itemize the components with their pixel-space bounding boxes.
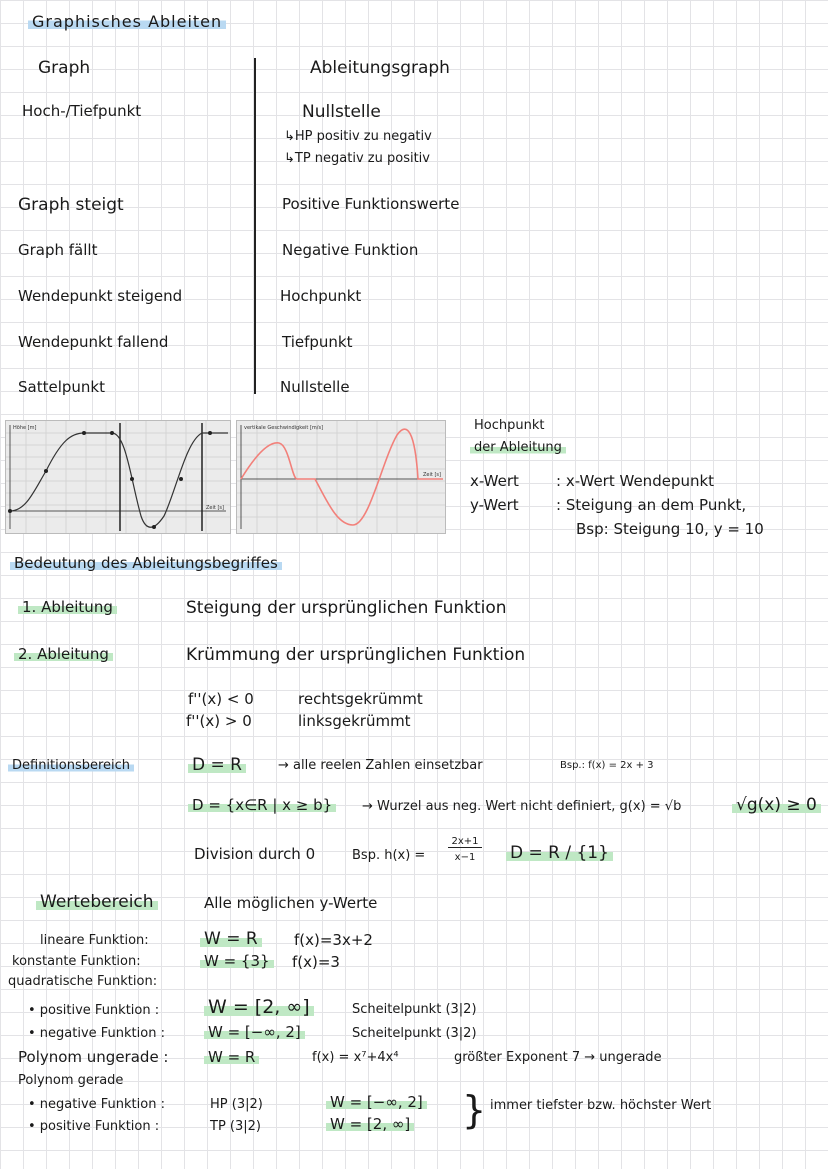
height-graph-curve: [10, 433, 228, 527]
constant-range: W = {3}: [200, 952, 274, 970]
brace-note: immer tiefster bzw. höchster Wert: [490, 1098, 712, 1113]
text-second-derivative: Krümmung der ursprünglichen Funktion: [186, 645, 526, 665]
annot-y-value: : Steigung an dem Punkt,: [556, 496, 747, 514]
annot-x-value: : x-Wert Wendepunkt: [556, 472, 715, 490]
row-right-2: Positive Funktionswerte: [282, 195, 460, 213]
height-graph-point-6: [179, 477, 183, 481]
annot-example: Bsp: Steigung 10, y = 10: [576, 520, 764, 538]
column-header-graph: Graph: [38, 58, 91, 78]
division-text: Division durch 0: [194, 845, 316, 863]
quad-positive-vertex: Scheitelpunkt (3|2): [352, 1002, 477, 1017]
height-graph-point-0: [8, 509, 12, 513]
row-right-6: Nullstelle: [280, 378, 350, 396]
division-denominator: x−1: [454, 852, 476, 863]
linear-range: W = R: [200, 929, 262, 949]
height-graph-point-4: [130, 477, 134, 481]
annot-x-label: x-Wert: [470, 472, 519, 490]
row-right-1: Nullstelle: [302, 102, 381, 122]
section-title-meaning: Bedeutung des Ableitungsbegriffes: [10, 554, 282, 572]
height-graph-point-5: [152, 525, 156, 529]
quad-negative-range: W = [−∞, 2]: [204, 1023, 305, 1041]
column-divider: [254, 58, 256, 394]
constant-function: f(x)=3: [292, 953, 340, 971]
column-header-derivative: Ableitungsgraph: [310, 58, 450, 78]
division-example: Bsp. h(x) =: [352, 848, 426, 863]
poly-odd-range: W = R: [204, 1048, 259, 1066]
definition-d2-text: → Wurzel aus neg. Wert nicht definiert, g(x) = √b: [362, 799, 682, 814]
height-graph-svg: [6, 421, 230, 533]
height-graph-xlabel: Zeit [s]: [206, 505, 224, 511]
velocity-graph-xlabel: Zeit [s]: [423, 472, 441, 478]
row-right-5: Tiefpunkt: [282, 333, 353, 351]
velocity-graph-curve: [241, 429, 443, 525]
annot-y-label: y-Wert: [470, 496, 519, 514]
poly-even-positive-point: TP (3|2): [210, 1119, 261, 1134]
poly-odd-note: größter Exponent 7 → ungerade: [454, 1050, 662, 1065]
velocity-graph-svg: [237, 421, 445, 533]
row-sub-hp: ↳HP positiv zu negativ: [284, 129, 432, 144]
poly-even-positive-range: W = [2, ∞]: [326, 1115, 414, 1133]
definition-d1-example: Bsp.: f(x) = 2x + 3: [560, 760, 654, 771]
poly-odd-function: f(x) = x⁷+4x⁴: [312, 1050, 399, 1065]
height-graph-point-7: [208, 431, 212, 435]
quad-positive-range: W = [2, ∞]: [204, 996, 314, 1018]
poly-even-positive-label: • positive Funktion :: [28, 1119, 160, 1134]
quadratic-label: quadratische Funktion:: [8, 974, 158, 989]
quad-negative-vertex: Scheitelpunkt (3|2): [352, 1026, 477, 1041]
poly-even-negative-range: W = [−∞, 2]: [326, 1093, 427, 1111]
definition-d1: D = R: [188, 755, 246, 775]
velocity-graph-ylabel: vertikale Geschwindigkeit [m/s]: [244, 425, 324, 431]
row-sub-tp: ↳TP negativ zu positiv: [284, 151, 430, 166]
height-graph-point-2: [82, 431, 86, 435]
row-right-4: Hochpunkt: [280, 287, 362, 305]
annot-hochpunkt: Hochpunkt: [474, 418, 545, 433]
label-first-derivative: 1. Ableitung: [18, 598, 117, 616]
constant-label: konstante Funktion:: [12, 954, 141, 969]
poly-odd-label: Polynom ungerade :: [18, 1048, 169, 1066]
row-left-2: Graph steigt: [18, 195, 124, 215]
row-left-6: Sattelpunkt: [18, 378, 105, 396]
label-definition: Definitionsbereich: [8, 758, 134, 773]
range-description: Alle möglichen y-Werte: [204, 894, 378, 912]
row-left-4: Wendepunkt steigend: [18, 287, 183, 305]
height-graph-ylabel: Höhe [m]: [13, 425, 37, 431]
linear-function: f(x)=3x+2: [294, 931, 373, 949]
linear-label: lineare Funktion:: [40, 933, 149, 948]
definition-d2: D = {x∈R | x ≥ b}: [188, 796, 336, 814]
quad-positive-label: • positive Funktion :: [28, 1003, 160, 1018]
label-second-derivative: 2. Ableitung: [14, 645, 113, 663]
definition-d1-text: → alle reelen Zahlen einsetzbar: [278, 758, 483, 773]
text-first-derivative: Steigung der ursprünglichen Funktion: [186, 598, 507, 618]
curvature-text-2: linksgekrümmt: [298, 712, 411, 730]
poly-even-label: Polynom gerade: [18, 1073, 124, 1088]
poly-even-negative-point: HP (3|2): [210, 1097, 263, 1112]
curly-brace: }: [462, 1088, 487, 1132]
definition-d2-condition: √g(x) ≥ 0: [732, 795, 821, 815]
label-range: Wertebereich: [36, 892, 158, 912]
height-graph-point-1: [44, 469, 48, 473]
curvature-text-1: rechtsgekrümmt: [298, 690, 423, 708]
poly-even-negative-label: • negative Funktion :: [28, 1097, 165, 1112]
page-title: Graphisches Ableiten: [28, 12, 226, 31]
row-left-5: Wendepunkt fallend: [18, 333, 169, 351]
quad-negative-label: • negative Funktion :: [28, 1026, 165, 1041]
row-left-3: Graph fällt: [18, 241, 98, 259]
row-right-3: Negative Funktion: [282, 241, 419, 259]
height-graph-point-3: [110, 431, 114, 435]
division-numerator: 2x+1: [448, 836, 482, 848]
velocity-graph-gridlines: [237, 421, 445, 533]
division-domain: D = R / {1}: [506, 843, 613, 863]
curvature-formula-2: f''(x) > 0: [186, 712, 252, 730]
velocity-graph: [236, 420, 446, 534]
annot-der-ableitung: der Ableitung: [470, 440, 566, 455]
curvature-formula-1: f''(x) < 0: [188, 690, 254, 708]
row-left-1: Hoch-/Tiefpunkt: [22, 102, 142, 120]
height-graph: [5, 420, 231, 534]
